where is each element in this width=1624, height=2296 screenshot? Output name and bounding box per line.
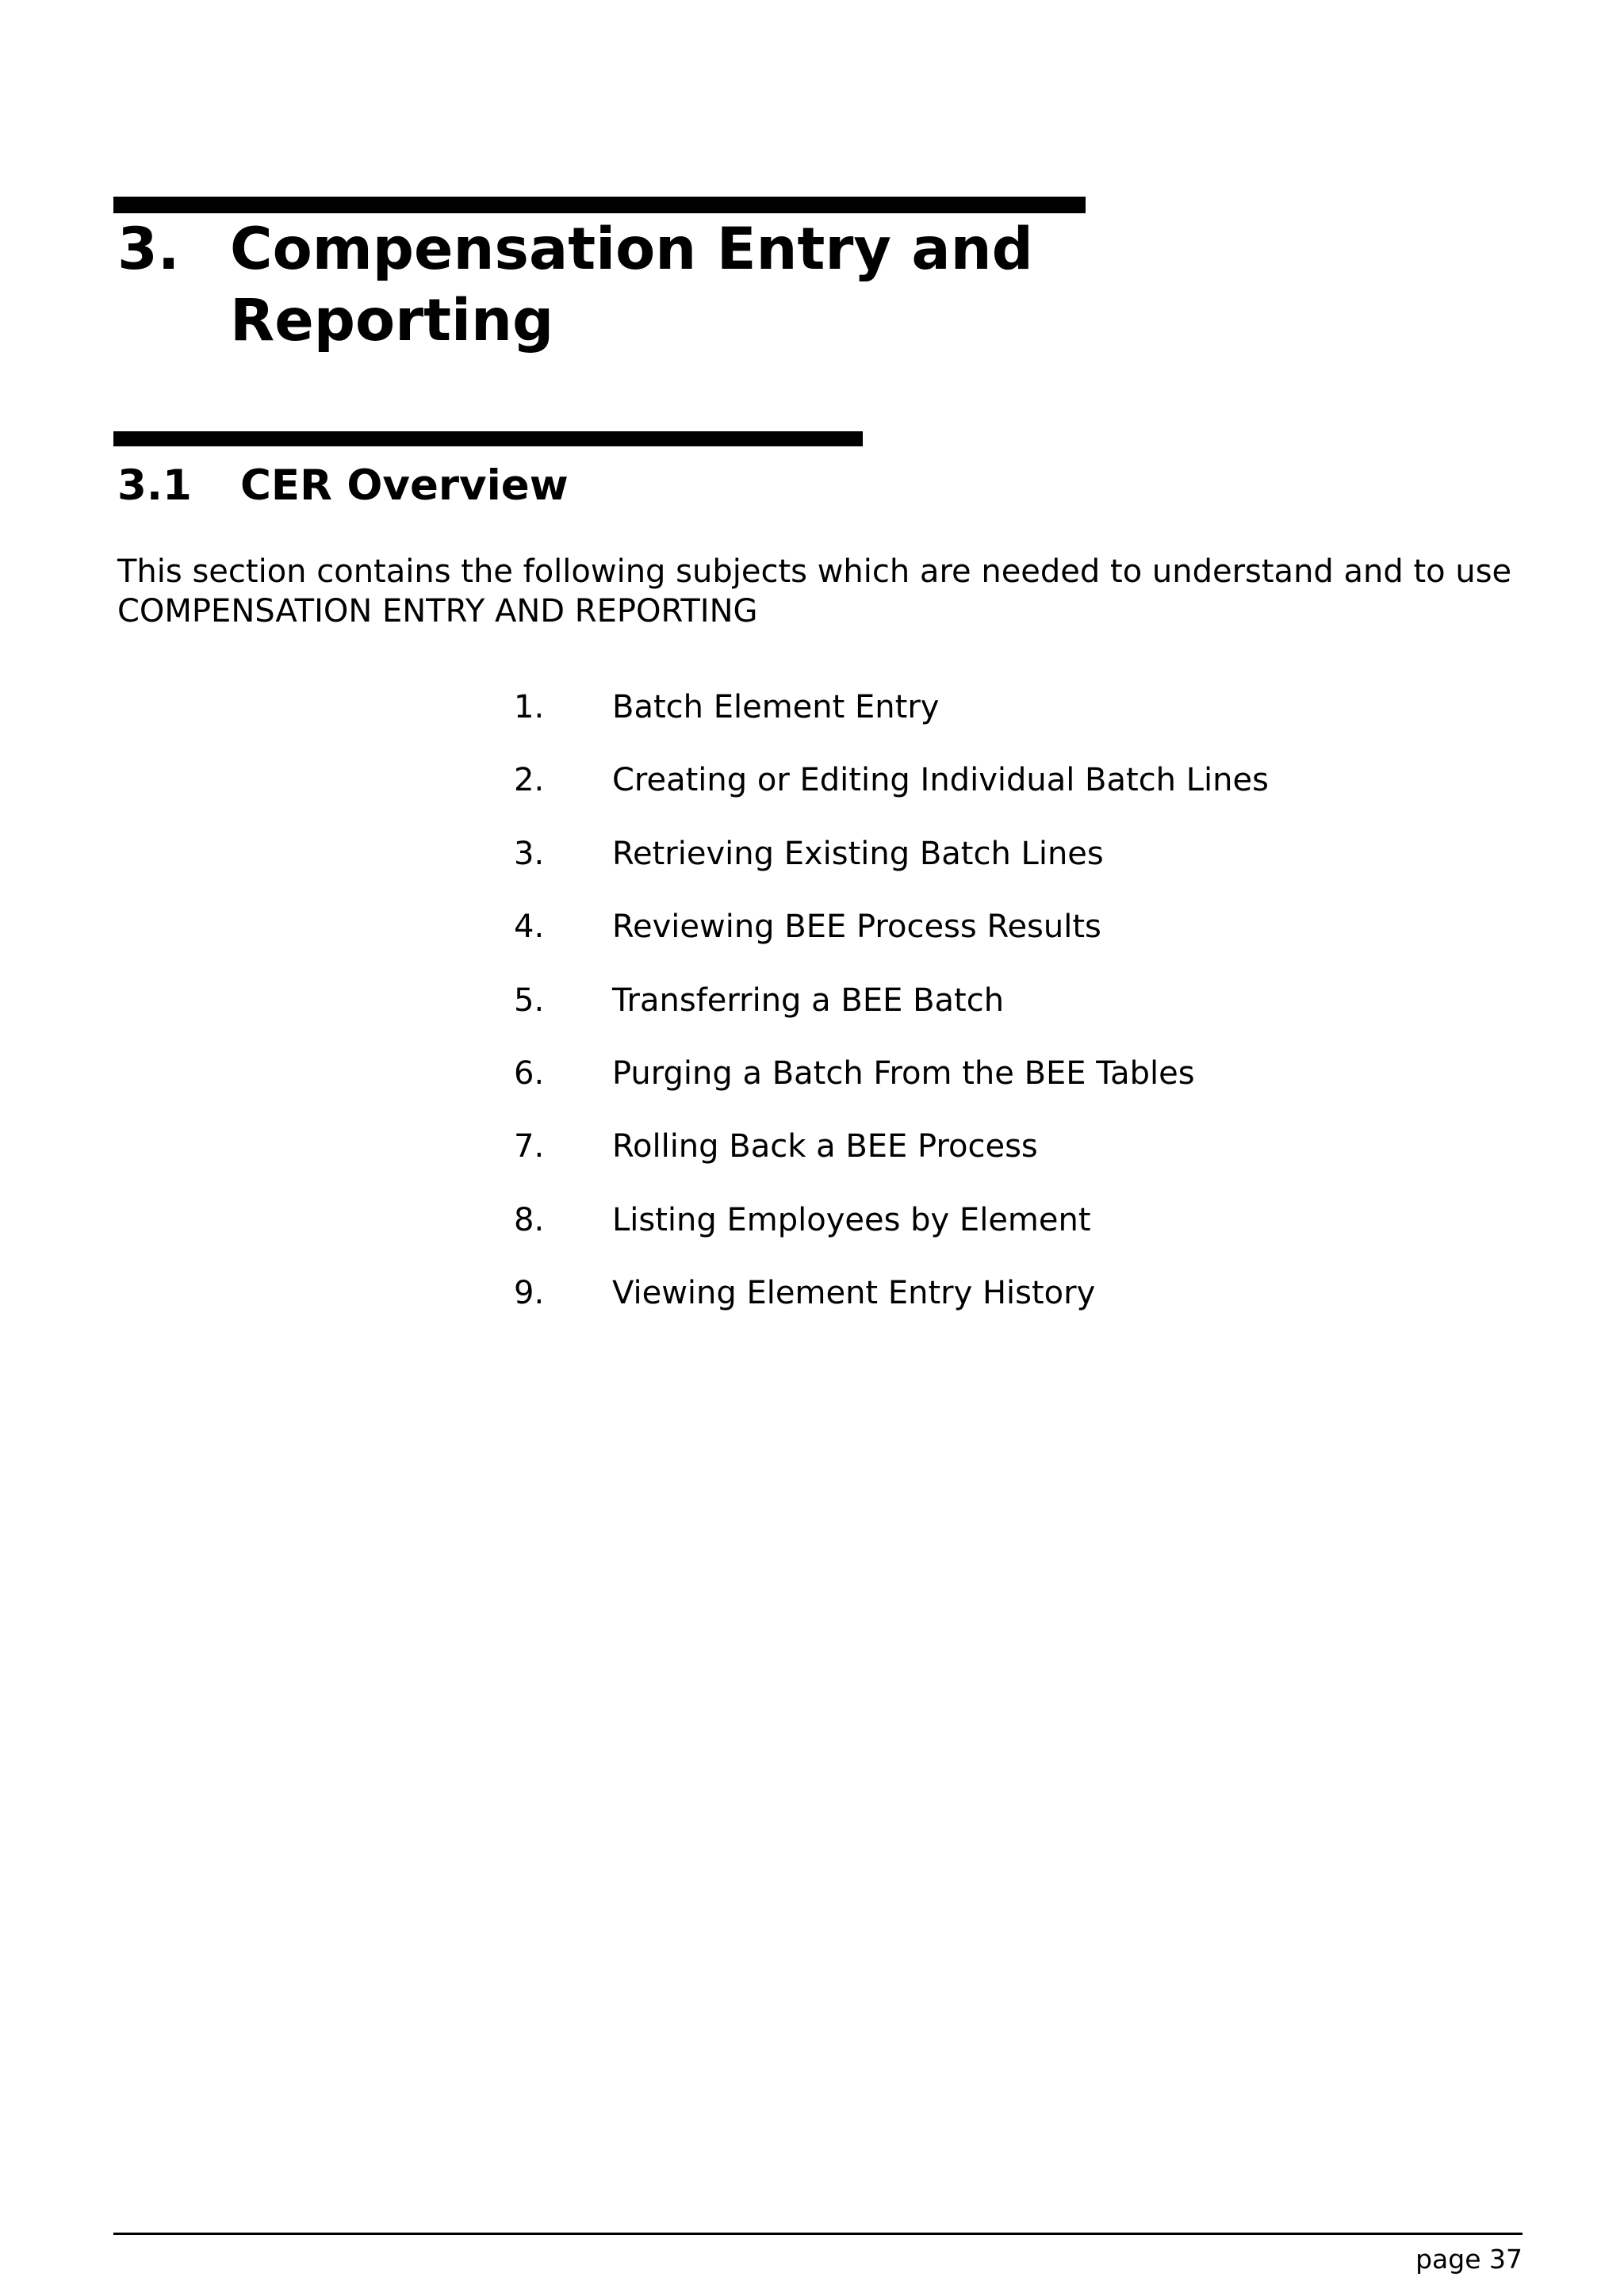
list-item-text: Reviewing BEE Process Results bbox=[612, 909, 1101, 946]
list-item-number: 1. bbox=[514, 689, 545, 725]
list-item-text: Batch Element Entry bbox=[612, 689, 940, 725]
list-item-text: Listing Employees by Element bbox=[612, 1201, 1091, 1238]
list-item-number: 6. bbox=[514, 1054, 545, 1092]
list-item-number: 8. bbox=[514, 1201, 545, 1238]
list-item-number: 2. bbox=[514, 762, 545, 799]
chapter-heading-rule bbox=[113, 197, 1086, 213]
list-item-text: Transferring a BEE Batch bbox=[612, 982, 1005, 1019]
footer-rule bbox=[113, 2233, 1522, 2235]
list-item-number: 9. bbox=[514, 1275, 545, 1312]
list-item-text: Purging a Batch From the BEE Tables bbox=[612, 1054, 1195, 1092]
list-item-text: Viewing Element Entry History bbox=[612, 1275, 1096, 1312]
list-item-text: Rolling Back a BEE Process bbox=[612, 1128, 1038, 1165]
intro-paragraph: This section contains the following subjects which are needed to understand and to use COMPENSATION ENTRY AND REPORTING bbox=[117, 553, 1512, 629]
section-heading-rule bbox=[113, 431, 863, 446]
section-number: 3.1 bbox=[117, 461, 192, 510]
section-title: CER Overview bbox=[240, 461, 569, 510]
list-item-number: 4. bbox=[514, 909, 545, 946]
list-item-text: Retrieving Existing Batch Lines bbox=[612, 835, 1104, 872]
chapter-title: Compensation Entry and Reporting bbox=[230, 216, 1033, 354]
list-item-number: 5. bbox=[514, 982, 545, 1019]
list-item-number: 7. bbox=[514, 1128, 545, 1165]
page-number: page 37 bbox=[1415, 2244, 1522, 2275]
chapter-number: 3. bbox=[117, 216, 180, 283]
list-item-number: 3. bbox=[514, 835, 545, 872]
list-item-text: Creating or Editing Individual Batch Lines bbox=[612, 762, 1269, 799]
